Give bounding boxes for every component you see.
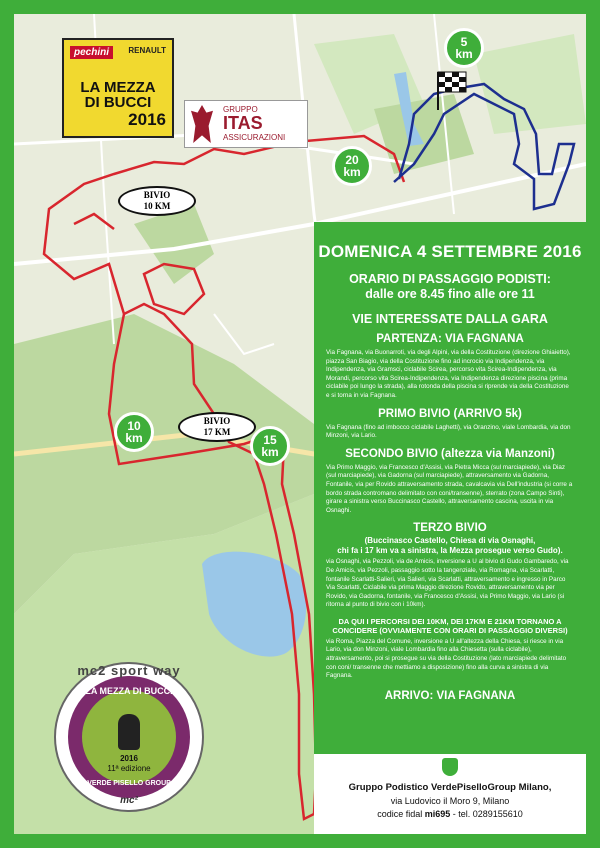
organizer-name: Gruppo Podistico VerdePiselloGroup Milano, [348, 782, 552, 793]
km-15-badge: 15 km [250, 426, 290, 466]
itas-name: ITAS [223, 113, 263, 133]
itas-gruppo: GRUPPO [223, 105, 258, 114]
section-text: via Osnaghi, via Pezzoli, via de Amicis, inversione a U al bivio di Gudo Gambaredo, via De Amicis, via Pezzoli, passaggio sotto la tangenziale, via Romagna, via Scarlatti, fontanile Scarlatti-Salieri, via Salieri, via Scarlatti, attraversamento e ingresso in Parco Via Scarlatti, Ciclabile via prima Maggio direzione Rovido, attraversamento via per Rovido, via Gadorna, fontanile, via Francesco d'Assisi, via Primo Maggio, via Lario (si ritorna al punto di bivio con i 10km). [326, 558, 569, 609]
bivio-17km-label: BIVIO 17 KM [178, 412, 256, 442]
section-heading: TERZO BIVIO [413, 522, 487, 535]
runner-icon [118, 714, 140, 750]
section-text: via Roma, Piazza del Comune, inversione a U all'altezza della Chiesa, si riesce in via Lario, via don Minzoni, viale Lombardia fino alla Chiesetta (sulla ciclabile), attraversamento, poi si prosegue su via della Costituzione (lato marciapiede delimitato con coni/ transenne che mettiamo a disposizione) fino alla curva a sinistra di via Fagnana. [326, 637, 567, 680]
renault-brand: RENAULT [128, 46, 166, 55]
organizer-address: via Ludovico il Moro 9, Milano [390, 796, 510, 806]
passage-times-line2: dalle ore 8.45 fino alle ore 11 [365, 287, 535, 301]
section-heading: DA QUI I PERCORSI DEI 10KM, DEI 17KM E 21KM TORNANO A CONCIDERE (OVVIAMENTE CON ORARI DI PASSAGGIO DIVERSI) [332, 616, 568, 635]
bivio-10km-label: BIVIO 10 KM [118, 186, 196, 216]
logo-year: 2016 [128, 110, 166, 129]
streets-heading: VIE INTERESSATE DALLA GARA [352, 312, 548, 326]
pechini-brand: pechini [70, 46, 113, 59]
passage-times [314, 272, 586, 302]
event-date-title: DOMENICA 4 SETTEMBRE 2016 [318, 242, 582, 261]
info-panel [314, 222, 586, 834]
organizer-footer [314, 754, 586, 834]
mc2-brand: mc² [120, 795, 138, 806]
la-mezza-di-bucci-logo [62, 38, 174, 138]
fidal-label: codice fidal [377, 809, 425, 819]
arrivo-heading: ARRIVO: VIA FAGNANA [384, 689, 516, 702]
mc2-top-text: mc2 sport way [77, 663, 181, 678]
mc2-group: VERDE PISELLO GROUP [87, 780, 171, 787]
organizer-contact [314, 809, 586, 819]
km-10-badge: 10 km [114, 412, 154, 452]
section-heading: PARTENZA: VIA FAGNANA [376, 333, 524, 345]
group-logo-icon [442, 758, 458, 776]
section-text: Via Fagnana, via Buonarroti, via degli Alpini, via della Costituzione (direzione Ghiaietto), piazza San Biagio, via della Costituzione fino ad incrocio via Indipendenza, via Indipendenza, via Gramsci, ciclabile Scirea, percorso vita Scirea-Indipendenza, via Morandi, percorso vita Scirea-Indipendenza, via Indipendenza direzione piscina (prima ciclabile poi lungo la strada), alla rotonda della piscina si riprende via della Costituzione e si torna in via Fagnana. [326, 349, 571, 399]
phone: - tel. 0289155610 [450, 809, 523, 819]
km-5-badge: 5 km [444, 28, 484, 68]
eagle-icon [191, 105, 213, 143]
logo-title: LA MEZZA DI BUCCI [80, 79, 156, 111]
section-heading: PRIMO BIVIO (ARRIVO 5k) [378, 407, 522, 420]
section-text: Via Primo Maggio, via Francesco d'Assisi, via Pietra Micca (sul marciapiede), via Diaz (sul marciapiede), via Gadorna (sul marciapiede), attraversamento via Gadorna, Fontanile, via per Rovido attraversamento strada, cavalcavia via Dell'industria (si corre a bordo strada contromano delimitato con coni/transenne), sterrato (zona Campo Sinti), girare a sinistra verso Buccinasco Castello, attraversamento cascina, uscita in via Osnaghi. [326, 463, 573, 514]
section-heading: SECONDO BIVIO (altezza via Manzoni) [345, 447, 555, 460]
mc2-edition: 11ª edizione [107, 764, 151, 773]
mc2-mezza-text: LA MEZZA DI BUCCI [85, 686, 173, 696]
section-text: Via Fagnana (fino ad imbocco ciclabile Laghetti), via Oranzino, viale Lombardia, via don Minzoni, via Lario. [326, 423, 571, 440]
itas-assicurazioni: ASSICURAZIONI [223, 133, 286, 142]
passage-times-line1: ORARIO DI PASSAGGIO PODISTI: [349, 272, 551, 286]
km-20-badge: 20 km [332, 146, 372, 186]
fidal-code: mi695 [424, 809, 451, 819]
mc2-year: 2016 [120, 754, 138, 763]
mc2-sport-way-logo [54, 662, 204, 812]
section-subheading: (Buccinasco Castello, Chiesa di via Osnaghi, chi fa i 17 km va a sinistra, la Mezza prosegue verso Gudo). [337, 536, 563, 555]
itas-logo [184, 100, 308, 148]
